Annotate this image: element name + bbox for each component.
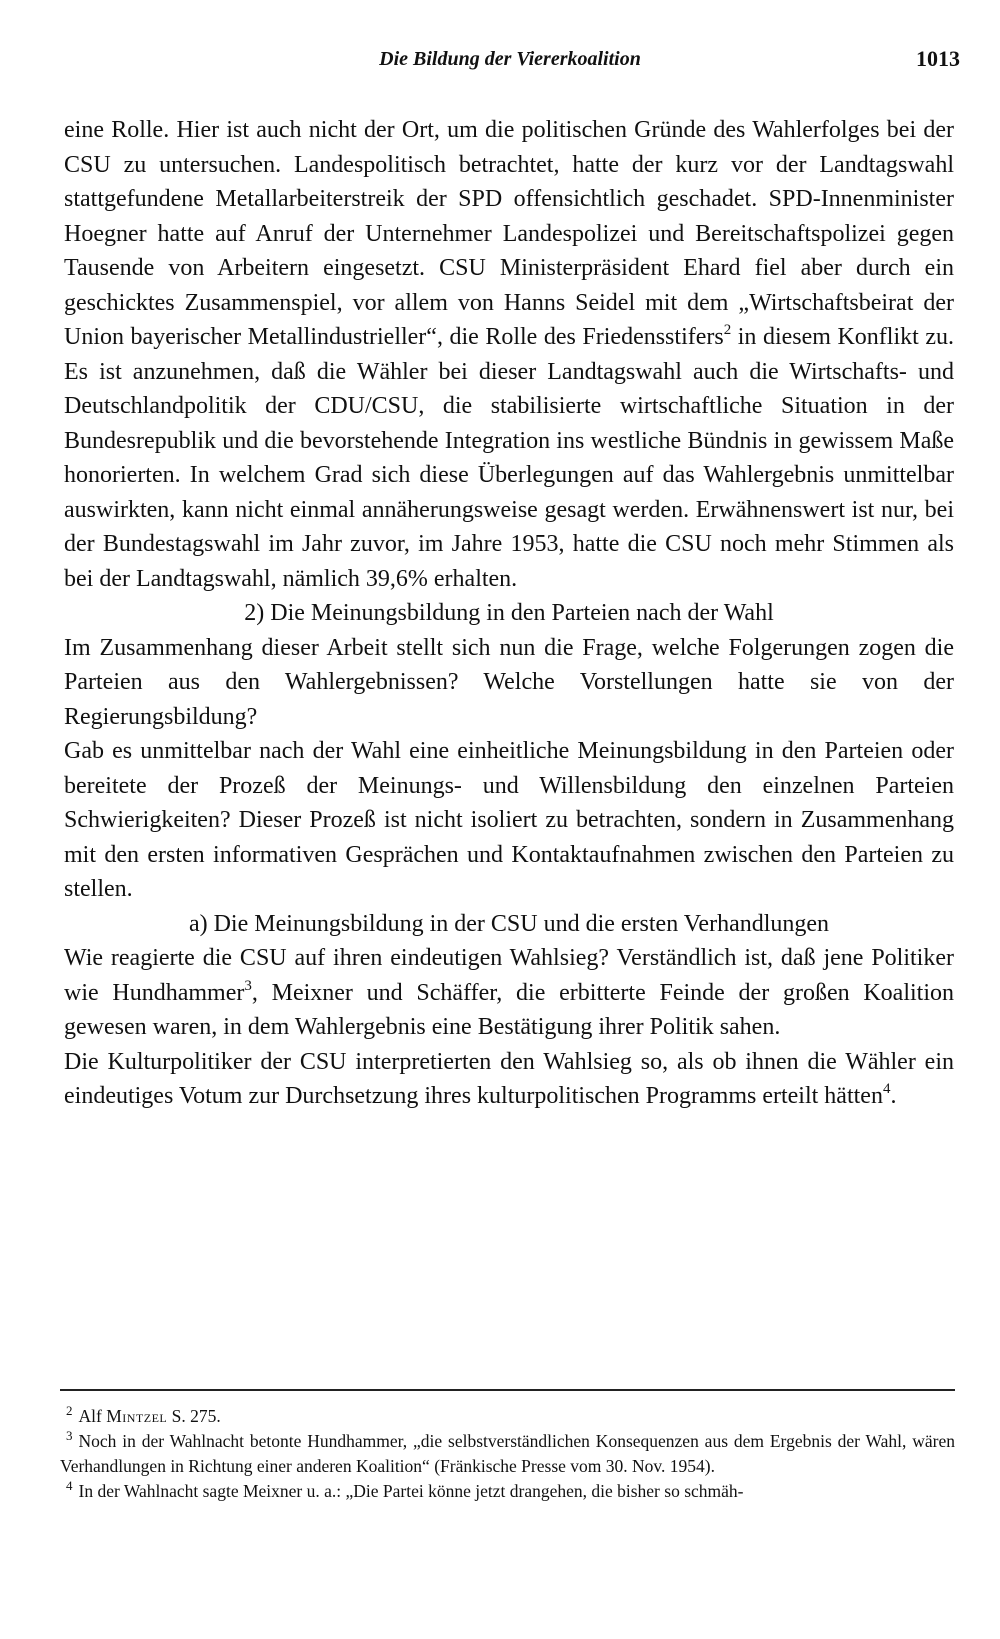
footnote-ref-4[interactable]: 4 bbox=[882, 1081, 891, 1097]
footnote-2 bbox=[60, 1404, 955, 1429]
body-text bbox=[64, 113, 954, 1114]
footnotes bbox=[60, 1404, 955, 1504]
paragraph-1 bbox=[64, 113, 954, 596]
paragraph-5-part-b: . bbox=[890, 1083, 897, 1109]
footnote-ref-2[interactable]: 2 bbox=[723, 322, 732, 338]
page-number: 1013 bbox=[916, 46, 960, 71]
paragraph-3: Gab es unmittelbar nach der Wahl eine einheitliche Meinungsbildung in den Parteien oder bereitete der Prozeß der Meinungs- und Willensbildung den einzelnen Parteien Schwierigkeiten? Dieser Prozeß ist nicht isoliert zu betrachten, sondern in Zusammenhang mit den ersten informativen Gesprächen und Kontaktaufnahmen zwischen den Parteien zu stellen. bbox=[64, 738, 954, 902]
paragraph-1-part-b: in diesem Konflikt zu. Es ist anzunehmen, daß die Wähler bei dieser Landtagswahl auch die Wirtschafts- und Deutschlandpolitik der CDU/CSU, die stabilisierte wirtschaftliche Situation in der Bundesrepublik und die bevorstehende Integration ins westliche Bündnis in gewissem Maße honorierten. In welchem Grad sich diese Überlegungen auf das Wahlergebnis unmittelbar auswirkten, kann nicht einmal annäherungsweise gesagt werden. Erwähnenswert ist nur, bei der Bundestagswahl im Jahr zuvor, im Jahre 1953, hatte die CSU noch mehr Stimmen als bei der Landtagswahl, nämlich 39,6% erhalten. bbox=[64, 324, 954, 592]
footnote-text: S. 275. bbox=[167, 1406, 221, 1426]
paragraph-1-part-a: eine Rolle. Hier ist auch nicht der Ort, um die politischen Gründe des Wahlerfolges bei der CSU zu untersuchen. Landespolitisch betrachtet, hatte der kurz vor der Landtagswahl stattgefundene Metallarbeiterstreik der SPD offensichtlich geschadet. SPD-Innenminister Hoegner hatte auf Anruf der Unternehmer Landespolizei und Bereitschaftspolizei gegen Tausende von Arbeitern eingesetzt. CSU Ministerpräsident Ehard fiel aber durch ein geschicktes Zusammenspiel, vor allem von Hanns Seidel mit dem „Wirtschaftsbeirat der Union bayerischer Metallindustrieller“, die Rolle des Friedensstifers bbox=[64, 117, 954, 350]
footnote-text: In der Wahlnacht sagte Meixner u. a.: „Die Partei könne jetzt drangehen, die bisher so schmäh- bbox=[78, 1481, 744, 1501]
footnote-number: 2 bbox=[66, 1403, 73, 1418]
paragraph-2: Im Zusammenhang dieser Arbeit stellt sich nun die Frage, welche Folgerungen zogen die Parteien aus den Wahlergebnissen? Welche Vorstellungen hatte sie von der Regierungsbildung? bbox=[64, 634, 954, 730]
paragraph-4-part-b: , Meixner und Schäffer, die erbitterte Feinde der großen Koalition gewesen waren, in dem Wahlergebnis eine Bestätigung ihrer Politik sahen. bbox=[64, 979, 955, 1040]
paragraph-4-part-a: Wie reagierte die CSU auf ihren eindeutigen Wahlsieg? Verständlich ist, daß jene Politiker wie Hundhammer bbox=[64, 945, 954, 1006]
footnote-text: Noch in der Wahlnacht betonte Hundhammer, „die selbstverständlichen Konsequenzen aus dem Ergebnis der Wahl, wären Verhandlungen in Richtung einer anderen Koalition“ (Fränkische Presse vom 30. Nov. 1954). bbox=[60, 1431, 955, 1476]
running-head bbox=[60, 46, 960, 76]
footnote-4 bbox=[60, 1479, 955, 1504]
paragraph-4 bbox=[64, 941, 954, 1045]
footnote-text: Alf bbox=[78, 1406, 107, 1426]
footnote-divider bbox=[60, 1389, 955, 1391]
section-heading-2: 2) Die Meinungsbildung in den Parteien nach der Wahl bbox=[244, 600, 774, 626]
paragraph-5 bbox=[64, 1045, 954, 1114]
footnote-number: 4 bbox=[66, 1478, 73, 1493]
subsection-heading-a: a) Die Meinungsbildung in der CSU und die ersten Verhandlungen bbox=[188, 910, 830, 937]
footnote-3 bbox=[60, 1429, 955, 1479]
footnote-number: 3 bbox=[66, 1428, 73, 1443]
running-title: Die Bildung der Viererkoalition bbox=[379, 48, 641, 70]
footnote-author: Mintzel bbox=[106, 1406, 168, 1426]
paragraph-5-part-a: Die Kulturpolitiker der CSU interpretierten den Wahlsieg so, als ob ihnen die Wähler ein eindeutiges Votum zur Durchsetzung ihres kulturpolitischen Programms erteilt hätten bbox=[64, 1048, 954, 1109]
footnote-ref-3[interactable]: 3 bbox=[244, 977, 252, 994]
